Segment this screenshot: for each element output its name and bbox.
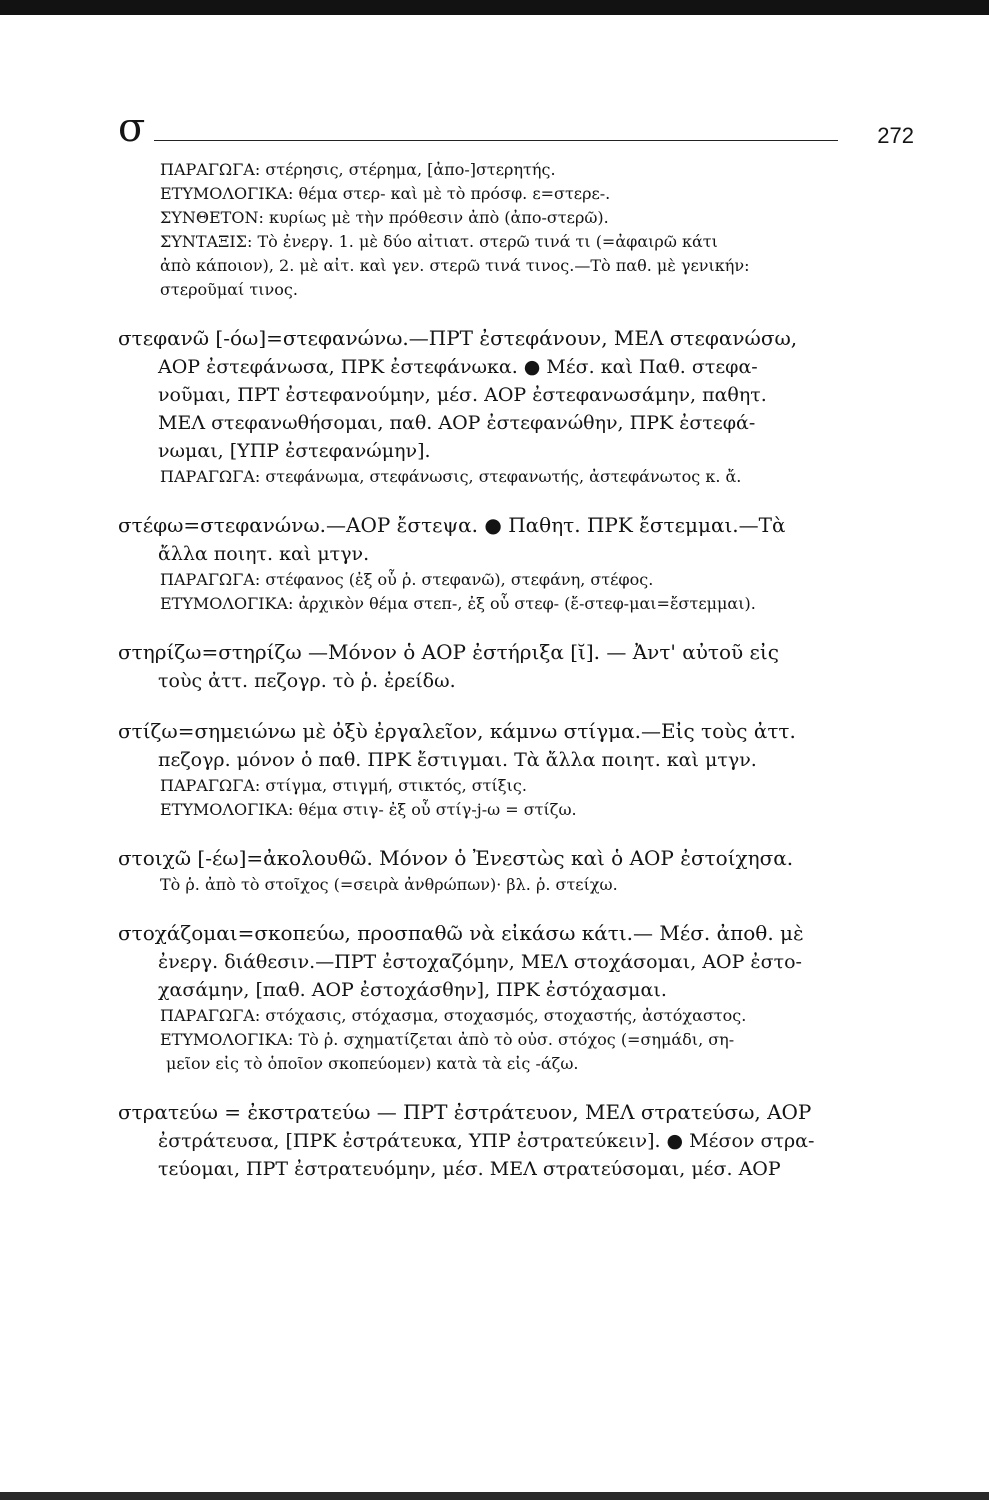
section-letter: σ <box>118 105 146 151</box>
entry-note-line: Τὸ ῥ. ἀπὸ τὸ στοῖχος (=σειρὰ ἀνθρώπων)· βλ. ῥ. στείχω. <box>160 875 618 894</box>
entry-continuation-line: τοὺς ἀττ. πεζογρ. τὸ ῥ. ἐρείδω. <box>158 670 456 692</box>
entry-note-line: ΣΥΝΘΕΤΟΝ: κυρίως μὲ τὴν πρόθεσιν ἀπὸ (ἀπο-στερῶ). <box>160 208 609 227</box>
scan-bottom-edge <box>0 1492 989 1500</box>
entry-note-line: στεροῦμαί τινος. <box>160 280 298 299</box>
entry-continuation-line: πεζογρ. μόνον ὁ παθ. ΠΡΚ ἔστιγμαι. Τὰ ἄλλα ποιητ. καὶ μτγν. <box>158 749 757 771</box>
entry-note-line: ἀπὸ κάποιον), 2. μὲ αἰτ. καὶ γεν. στερῶ τινά τινος.—Τὸ παθ. μὲ γενικήν: <box>160 256 750 275</box>
entry-headline: στίζω=σημειώνω μὲ ὀξὺ ἐργαλεῖον, κάμνω στίγμα.—Εἰς τοὺς ἀττ. <box>118 719 796 743</box>
entry-note-line: ΕΤΥΜΟΛΟΓΙΚΑ: θέμα στιγ- ἐξ οὗ στίγ-j-ω = στίζω. <box>160 800 577 819</box>
entry-note-line: ΠΑΡΑΓΩΓΑ: στέφανος (ἐξ οὗ ῥ. στεφανῶ), στεφάνη, στέφος. <box>160 570 654 589</box>
entry-continuation-line: τεύομαι, ΠΡΤ ἐστρατευόμην, μέσ. ΜΕΛ στρατεύσομαι, μέσ. ΑΟΡ <box>158 1158 781 1180</box>
entry-continuation-line: χασάμην, [παθ. ΑΟΡ ἐστοχάσθην], ΠΡΚ ἐστόχασμαι. <box>158 979 667 1001</box>
entry-continuation-line: ἄλλα ποιητ. καὶ μτγν. <box>158 543 370 565</box>
entry-note-line: ΠΑΡΑΓΩΓΑ: στέρησις, στέρημα, [ἀπο-]στερητής. <box>160 160 556 179</box>
page-header <box>118 105 918 155</box>
page-number: 272 <box>877 123 914 148</box>
entry-note-line: ΠΑΡΑΓΩΓΑ: στόχασις, στόχασμα, στοχασμός, στοχαστής, ἀστόχαστος. <box>160 1006 747 1025</box>
entry-headline: στηρίζω=στηρίζω —Μόνον ὁ ΑΟΡ ἐστήριξα [ῐ]. — Ἀντ' αὐτοῦ εἰς <box>118 640 779 664</box>
entry-continuation-line: ἐστράτευσα, [ΠΡΚ ἐστράτευκα, ΥΠΡ ἐστρατεύκειν]. ● Μέσον στρα- <box>158 1130 815 1152</box>
entry-note-line: μεῖον εἰς τὸ ὁποῖον σκοπεύομεν) κατὰ τὰ εἰς -άζω. <box>166 1054 579 1073</box>
entry-headline: στεφανῶ [-όω]=στεφανώνω.—ΠΡΤ ἐστεφάνουν, ΜΕΛ στεφανώσω, <box>118 326 798 350</box>
entry-note-line: ΕΤΥΜΟΛΟΓΙΚΑ: θέμα στερ- καὶ μὲ τὸ πρόσφ. ε=στερε-. <box>160 184 611 203</box>
entry-note-line: ΕΤΥΜΟΛΟΓΙΚΑ: Τὸ ῥ. σχηματίζεται ἀπὸ τὸ οὐσ. στόχος (=σημάδι, ση- <box>160 1030 735 1049</box>
entry-note-line: ΠΑΡΑΓΩΓΑ: στεφάνωμα, στεφάνωσις, στεφανωτής, ἀστεφάνωτος κ. ἄ. <box>160 467 742 486</box>
entry-continuation-line: ΜΕΛ στεφανωθήσομαι, παθ. ΑΟΡ ἐστεφανώθην, ΠΡΚ ἐστεφά- <box>158 412 756 434</box>
entry-continuation-line: νωμαι, [ΥΠΡ ἐστεφανώμην]. <box>158 440 431 462</box>
entries-column <box>118 158 916 1183</box>
entry-headline: στέφω=στεφανώνω.—ΑΟΡ ἔστεψα. ● Παθητ. ΠΡΚ ἔστεμμαι.—Τὰ <box>118 513 786 537</box>
entry-note-line: ΠΑΡΑΓΩΓΑ: στίγμα, στιγμή, στικτός, στίξις. <box>160 776 527 795</box>
entry-headline: στοχάζομαι=σκοπεύω, προσπαθῶ νὰ εἰκάσω κάτι.— Μέσ. ἀποθ. μὲ <box>118 921 804 945</box>
entry-headline: στρατεύω = ἐκστρατεύω — ΠΡΤ ἐστράτευον, ΜΕΛ στρατεύσω, ΑΟΡ <box>118 1100 812 1124</box>
header-rule <box>154 140 838 141</box>
entry-continuation-line: ἐνεργ. διάθεσιν.—ΠΡΤ ἐστοχαζόμην, ΜΕΛ στοχάσομαι, ΑΟΡ ἐστο- <box>158 951 802 973</box>
entry-continuation-line: ΑΟΡ ἐστεφάνωσα, ΠΡΚ ἐστεφάνωκα. ● Μέσ. καὶ Παθ. στεφα- <box>158 356 758 378</box>
entry-note-line: ΣΥΝΤΑΞΙΣ: Τὸ ἐνεργ. 1. μὲ δύο αἰτιατ. στερῶ τινά τι (=ἀφαιρῶ κάτι <box>160 232 718 251</box>
entry-note-line: ΕΤΥΜΟΛΟΓΙΚΑ: ἀρχικὸν θέμα στεπ-, ἐξ οὗ στεφ- (ἔ-στεφ-μαι=ἔστεμμαι). <box>160 594 756 613</box>
entry-continuation-line: νοῦμαι, ΠΡΤ ἐστεφανούμην, μέσ. ΑΟΡ ἐστεφανωσάμην, παθητ. <box>158 384 767 406</box>
entry-headline: στοιχῶ [-έω]=ἀκολουθῶ. Μόνον ὁ Ἐνεστὼς καὶ ὁ ΑΟΡ ἐστοίχησα. <box>118 846 794 870</box>
